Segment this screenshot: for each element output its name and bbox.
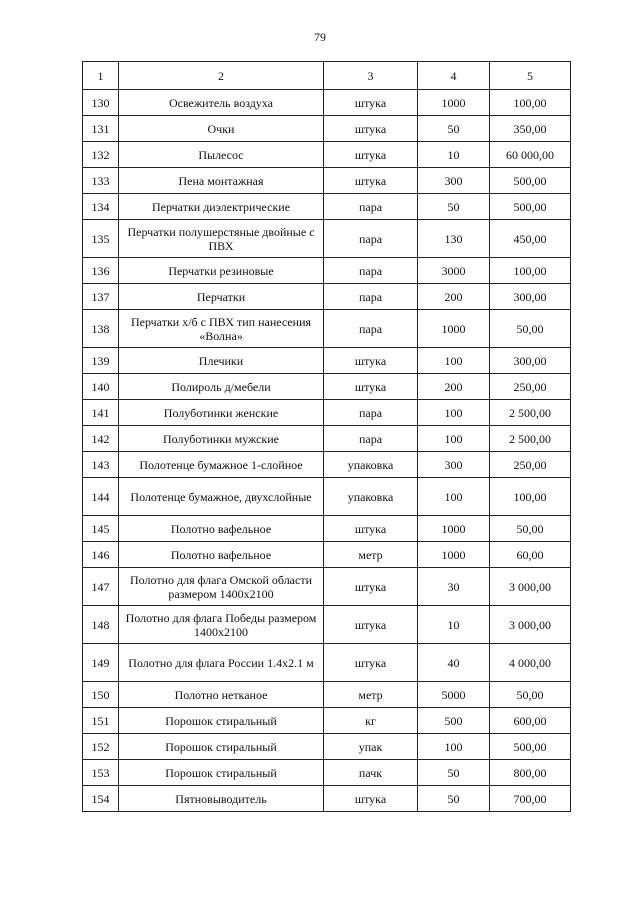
price-cell: 60 000,00: [490, 142, 571, 168]
price-cell: 800,00: [490, 760, 571, 786]
price-cell: 450,00: [490, 220, 571, 258]
table-row: [83, 400, 571, 426]
item-name-cell: Перчатки х/б с ПВХ тип нанесения «Волна»: [119, 310, 324, 348]
unit-cell: пара: [324, 400, 418, 426]
row-number-cell: 134: [83, 194, 119, 220]
quantity-cell: 100: [418, 734, 490, 760]
page-number: 79: [314, 30, 326, 44]
unit-cell: метр: [324, 682, 418, 708]
unit-cell: пара: [324, 194, 418, 220]
item-name-cell: Полотенце бумажное, двухслойные: [119, 478, 324, 516]
price-cell: 350,00: [490, 116, 571, 142]
price-cell: 250,00: [490, 374, 571, 400]
item-name-cell: Полотно для флага России 1.4х2.1 м: [119, 644, 324, 682]
quantity-cell: 50: [418, 194, 490, 220]
item-name-cell: Полотно для флага Омской области размером 1400х2100: [119, 568, 324, 606]
row-number-cell: 148: [83, 606, 119, 644]
quantity-cell: 300: [418, 452, 490, 478]
unit-cell: пара: [324, 284, 418, 310]
quantity-cell: 5000: [418, 682, 490, 708]
price-cell: 300,00: [490, 284, 571, 310]
unit-cell: метр: [324, 542, 418, 568]
item-name-cell: Перчатки: [119, 284, 324, 310]
unit-cell: штука: [324, 348, 418, 374]
quantity-cell: 1000: [418, 516, 490, 542]
table-row: [83, 374, 571, 400]
table-row: [83, 258, 571, 284]
row-number-cell: 136: [83, 258, 119, 284]
item-name-cell: Порошок стиральный: [119, 760, 324, 786]
row-number-cell: 142: [83, 426, 119, 452]
unit-cell: кг: [324, 708, 418, 734]
quantity-cell: 3000: [418, 258, 490, 284]
table-row: [83, 760, 571, 786]
quantity-cell: 130: [418, 220, 490, 258]
unit-cell: пара: [324, 310, 418, 348]
price-cell: 100,00: [490, 90, 571, 116]
table-row: [83, 116, 571, 142]
item-name-cell: Полотно вафельное: [119, 516, 324, 542]
item-name-cell: Плечики: [119, 348, 324, 374]
row-number-cell: 147: [83, 568, 119, 606]
row-number-cell: 146: [83, 542, 119, 568]
unit-cell: штука: [324, 116, 418, 142]
table-row: [83, 220, 571, 258]
table-row: [83, 516, 571, 542]
row-number-cell: 133: [83, 168, 119, 194]
item-name-cell: Пылесос: [119, 142, 324, 168]
table-row: [83, 310, 571, 348]
table-body: [83, 62, 571, 812]
price-cell: 500,00: [490, 168, 571, 194]
quantity-cell: 40: [418, 644, 490, 682]
unit-cell: упаковка: [324, 452, 418, 478]
quantity-cell: 50: [418, 786, 490, 812]
price-cell: 250,00: [490, 452, 571, 478]
table-row: [83, 644, 571, 682]
table-row: [83, 194, 571, 220]
row-number-cell: 145: [83, 516, 119, 542]
table-row: [83, 426, 571, 452]
row-number-cell: 131: [83, 116, 119, 142]
unit-cell: штука: [324, 90, 418, 116]
row-number-cell: 139: [83, 348, 119, 374]
unit-cell: пачк: [324, 760, 418, 786]
table-row: [83, 682, 571, 708]
header-row: [83, 62, 571, 90]
unit-cell: пара: [324, 426, 418, 452]
quantity-cell: 50: [418, 116, 490, 142]
item-name-cell: Полотенце бумажное 1-слойное: [119, 452, 324, 478]
row-number-cell: 153: [83, 760, 119, 786]
table-row: [83, 142, 571, 168]
unit-cell: штука: [324, 644, 418, 682]
row-number-cell: 152: [83, 734, 119, 760]
quantity-cell: 200: [418, 374, 490, 400]
quantity-cell: 50: [418, 760, 490, 786]
item-name-cell: Пятновыводитель: [119, 786, 324, 812]
row-number-cell: 135: [83, 220, 119, 258]
row-number-cell: 138: [83, 310, 119, 348]
table-row: [83, 478, 571, 516]
item-name-cell: Перчатки резиновые: [119, 258, 324, 284]
header-cell-2: 2: [119, 62, 324, 90]
header-cell-4: 4: [418, 62, 490, 90]
row-number-cell: 141: [83, 400, 119, 426]
goods-table: [82, 61, 571, 812]
row-number-cell: 150: [83, 682, 119, 708]
item-name-cell: Порошок стиральный: [119, 734, 324, 760]
quantity-cell: 1000: [418, 542, 490, 568]
table-row: [83, 168, 571, 194]
item-name-cell: Пена монтажная: [119, 168, 324, 194]
unit-cell: упаковка: [324, 478, 418, 516]
header-cell-1: 1: [83, 62, 119, 90]
row-number-cell: 149: [83, 644, 119, 682]
price-cell: 700,00: [490, 786, 571, 812]
unit-cell: штука: [324, 568, 418, 606]
table-row: [83, 348, 571, 374]
table-row: [83, 284, 571, 310]
table-row: [83, 90, 571, 116]
unit-cell: штука: [324, 606, 418, 644]
row-number-cell: 132: [83, 142, 119, 168]
item-name-cell: Порошок стиральный: [119, 708, 324, 734]
item-name-cell: Полотно вафельное: [119, 542, 324, 568]
table-row: [83, 606, 571, 644]
unit-cell: пара: [324, 220, 418, 258]
quantity-cell: 200: [418, 284, 490, 310]
header-cell-3: 3: [324, 62, 418, 90]
row-number-cell: 144: [83, 478, 119, 516]
row-number-cell: 154: [83, 786, 119, 812]
price-cell: 600,00: [490, 708, 571, 734]
table-row: [83, 708, 571, 734]
row-number-cell: 130: [83, 90, 119, 116]
item-name-cell: Очки: [119, 116, 324, 142]
item-name-cell: Полуботинки мужские: [119, 426, 324, 452]
item-name-cell: Освежитель воздуха: [119, 90, 324, 116]
quantity-cell: 500: [418, 708, 490, 734]
table-row: [83, 542, 571, 568]
quantity-cell: 30: [418, 568, 490, 606]
quantity-cell: 10: [418, 142, 490, 168]
row-number-cell: 151: [83, 708, 119, 734]
table-row: [83, 786, 571, 812]
header-cell-5: 5: [490, 62, 571, 90]
price-cell: 500,00: [490, 194, 571, 220]
table-row: [83, 734, 571, 760]
price-cell: 50,00: [490, 310, 571, 348]
unit-cell: штука: [324, 168, 418, 194]
item-name-cell: Полотно нетканое: [119, 682, 324, 708]
price-cell: 2 500,00: [490, 400, 571, 426]
price-cell: 3 000,00: [490, 568, 571, 606]
price-cell: 100,00: [490, 478, 571, 516]
unit-cell: штука: [324, 142, 418, 168]
unit-cell: штука: [324, 374, 418, 400]
price-cell: 50,00: [490, 516, 571, 542]
price-cell: 50,00: [490, 682, 571, 708]
quantity-cell: 100: [418, 348, 490, 374]
price-cell: 2 500,00: [490, 426, 571, 452]
quantity-cell: 100: [418, 426, 490, 452]
unit-cell: штука: [324, 786, 418, 812]
table-row: [83, 452, 571, 478]
row-number-cell: 140: [83, 374, 119, 400]
unit-cell: пара: [324, 258, 418, 284]
row-number-cell: 143: [83, 452, 119, 478]
quantity-cell: 1000: [418, 90, 490, 116]
quantity-cell: 300: [418, 168, 490, 194]
quantity-cell: 100: [418, 478, 490, 516]
quantity-cell: 100: [418, 400, 490, 426]
table-row: [83, 568, 571, 606]
item-name-cell: Перчатки полушерстяные двойные с ПВХ: [119, 220, 324, 258]
price-cell: 60,00: [490, 542, 571, 568]
row-number-cell: 137: [83, 284, 119, 310]
item-name-cell: Полироль д/мебели: [119, 374, 324, 400]
item-name-cell: Полотно для флага Победы размером 1400х2100: [119, 606, 324, 644]
quantity-cell: 10: [418, 606, 490, 644]
price-cell: 300,00: [490, 348, 571, 374]
price-cell: 3 000,00: [490, 606, 571, 644]
unit-cell: штука: [324, 516, 418, 542]
price-cell: 500,00: [490, 734, 571, 760]
quantity-cell: 1000: [418, 310, 490, 348]
unit-cell: упак: [324, 734, 418, 760]
price-cell: 4 000,00: [490, 644, 571, 682]
item-name-cell: Полуботинки женские: [119, 400, 324, 426]
price-cell: 100,00: [490, 258, 571, 284]
item-name-cell: Перчатки диэлектрические: [119, 194, 324, 220]
